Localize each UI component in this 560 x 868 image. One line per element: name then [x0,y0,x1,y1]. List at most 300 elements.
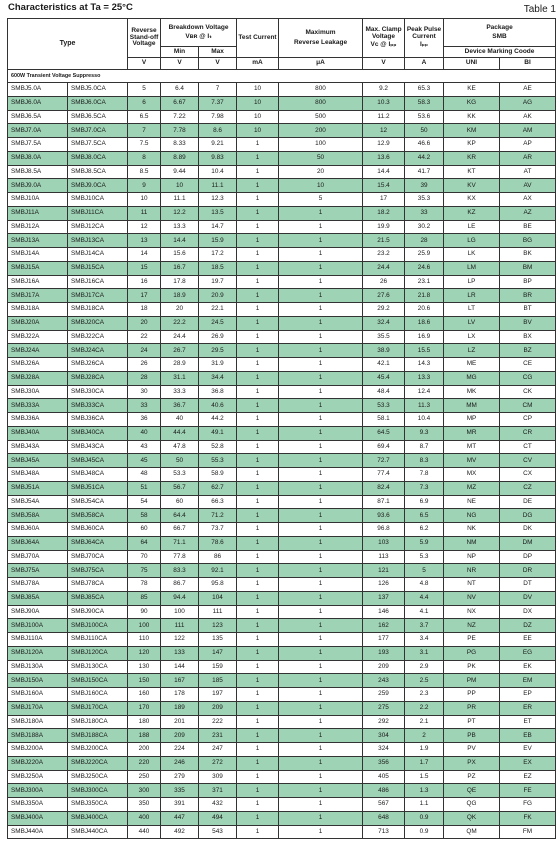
table-cell: 1 [279,798,363,812]
table-cell: 11.1 [199,179,237,193]
table-cell: 94.4 [161,591,199,605]
table-cell: SMBJ36CA [68,413,128,427]
table-cell: 25.9 [405,248,444,262]
table-cell: SMBJ13A [8,234,68,248]
table-cell: 42.1 [363,358,405,372]
table-cell: LG [444,234,500,248]
table-cell: 9.3 [405,426,444,440]
table-cell: 1 [237,193,279,207]
table-cell: SMBJ10CA [68,193,128,207]
table-cell: ER [500,701,556,715]
table-cell: 100 [161,605,199,619]
table-cell: 1 [237,729,279,743]
table-cell: SMBJ15CA [68,261,128,275]
table-cell: SMBJ43CA [68,440,128,454]
table-cell: 43 [128,440,161,454]
table-cell: EG [500,646,556,660]
header-breakdown-label: Breakdown Voltage [168,23,229,31]
table-cell: 1 [279,674,363,688]
table-cell: 486 [363,784,405,798]
table-cell: 193 [363,646,405,660]
table-cell: 1.3 [405,784,444,798]
table-cell: 50 [161,454,199,468]
table-cell: 1 [279,578,363,592]
table-row [8,399,556,413]
table-cell: 1 [237,385,279,399]
table-cell: PB [444,729,500,743]
table-cell: 1 [279,715,363,729]
table-cell: EK [500,660,556,674]
table-cell: 1 [279,756,363,770]
table-cell: 53.3 [363,399,405,413]
table-cell: 1 [237,138,279,152]
table-cell: 7.98 [199,110,237,124]
table-cell: SMBJ5.0A [8,83,68,97]
table-cell: CT [500,440,556,454]
table-cell: 200 [128,743,161,757]
table-row [8,426,556,440]
table-cell: SMBJ120A [8,646,68,660]
table-cell: 45 [128,454,161,468]
table-row [8,591,556,605]
table-cell: 1 [237,495,279,509]
table-cell: 24.4 [161,330,199,344]
table-cell: 4.1 [405,605,444,619]
table-cell: 335 [161,784,199,798]
table-cell: 1 [237,371,279,385]
table-cell: 87.1 [363,495,405,509]
table-cell: 159 [199,660,237,674]
table-row [8,261,556,275]
table-cell: EV [500,743,556,757]
table-cell: SMBJ78A [8,578,68,592]
table-cell: 13.5 [199,206,237,220]
header-type: Type [8,19,128,70]
table-cell: MG [444,371,500,385]
table-cell: 23.1 [405,275,444,289]
table-cell: 5.9 [405,536,444,550]
table-cell: SMBJ90A [8,605,68,619]
table-cell: SMBJ33CA [68,399,128,413]
table-cell: KE [444,83,500,97]
table-cell: 24.4 [363,261,405,275]
table-cell: AZ [500,206,556,220]
table-cell: KZ [444,206,500,220]
table-cell: 6.67 [161,96,199,110]
table-cell: 20 [161,303,199,317]
table-cell: 1 [279,564,363,578]
table-cell: 1 [237,798,279,812]
table-cell: MM [444,399,500,413]
table-cell: 1 [237,674,279,688]
characteristics-table [7,18,556,839]
table-cell: LT [444,303,500,317]
table-row [8,798,556,812]
table-cell: MZ [444,481,500,495]
table-cell: 1 [237,701,279,715]
table-cell: 4.8 [405,578,444,592]
table-cell: 6.9 [405,495,444,509]
table-cell: 110 [128,633,161,647]
table-cell: DR [500,564,556,578]
table-cell: SMBJ160CA [68,688,128,702]
table-cell: 1 [237,468,279,482]
table-cell: 103 [363,536,405,550]
table-cell: SMBJ24CA [68,344,128,358]
table-cell: 51 [128,481,161,495]
table-cell: 1.1 [405,798,444,812]
table-cell: AM [500,124,556,138]
table-cell: QM [444,825,500,839]
table-cell: SMBJ220CA [68,756,128,770]
table-cell: 33 [405,206,444,220]
table-row [8,358,556,372]
table-cell: 58.1 [363,413,405,427]
table-cell: 71.1 [161,536,199,550]
table-cell: 18.5 [199,261,237,275]
table-cell: 1 [237,481,279,495]
table-cell: 12 [363,124,405,138]
table-cell: 1 [237,316,279,330]
table-cell: 1 [237,151,279,165]
table-cell: LP [444,275,500,289]
table-cell: 35.3 [405,193,444,207]
table-cell: 1 [279,344,363,358]
table-cell: 447 [161,811,199,825]
table-cell: SMBJ6.5A [8,110,68,124]
table-cell: LM [444,261,500,275]
table-cell: SMBJ160A [8,688,68,702]
table-cell: DK [500,523,556,537]
table-cell: SMBJ85CA [68,591,128,605]
table-cell: NV [444,591,500,605]
table-cell: 0.9 [405,811,444,825]
table-cell: 150 [128,674,161,688]
table-cell: 1 [237,234,279,248]
table-cell: BR [500,289,556,303]
table-cell: 121 [363,564,405,578]
table-cell: 64.4 [161,509,199,523]
unit-cell: V [199,58,237,70]
table-cell: SMBJ100A [8,619,68,633]
table-cell: SMBJ24A [8,344,68,358]
table-cell: 36 [128,413,161,427]
table-cell: 72.7 [363,454,405,468]
table-cell: KV [444,179,500,193]
table-cell: SMBJ130CA [68,660,128,674]
table-row [8,124,556,138]
table-row [8,536,556,550]
table-cell: 494 [199,811,237,825]
table-cell: SMBJ12A [8,220,68,234]
table-cell: 7.78 [161,124,199,138]
table-cell: SMBJ28A [8,371,68,385]
table-cell: CZ [500,481,556,495]
table-cell: SMBJ400A [8,811,68,825]
table-cell: 60 [161,495,199,509]
table-cell: 23.2 [363,248,405,262]
table-cell: 130 [128,660,161,674]
table-cell: SMBJ51CA [68,481,128,495]
table-cell: 304 [363,729,405,743]
table-cell: 1 [279,316,363,330]
table-cell: 58.3 [405,96,444,110]
table-cell: DP [500,550,556,564]
table-cell: 21.5 [363,234,405,248]
table-row [8,289,556,303]
table-cell: PP [444,688,500,702]
table-cell: 1.7 [405,756,444,770]
table-cell: 391 [161,798,199,812]
table-cell: 40 [161,413,199,427]
table-cell: 7.22 [161,110,199,124]
table-row [8,83,556,97]
table-cell: EM [500,674,556,688]
table-cell: 2.3 [405,688,444,702]
table-cell: 2.9 [405,660,444,674]
table-cell: SMBJ100CA [68,619,128,633]
table-cell: 279 [161,770,199,784]
table-cell: DM [500,536,556,550]
table-cell: 14.3 [405,358,444,372]
table-cell: 111 [161,619,199,633]
table-cell: LV [444,316,500,330]
table-cell: 1 [279,591,363,605]
unit-cell: μA [279,58,363,70]
table-row [8,619,556,633]
table-cell: DG [500,509,556,523]
table-cell: 31.9 [199,358,237,372]
table-cell: 1 [279,811,363,825]
table-cell: 10 [237,83,279,97]
table-cell: SMBJ48A [8,468,68,482]
header-leakage-label: Reverse Leakage [293,38,348,46]
table-row [8,770,556,784]
table-cell: SMBJ6.0A [8,96,68,110]
table-cell: 201 [161,715,199,729]
table-row [8,495,556,509]
table-cell: 133 [161,646,199,660]
table-cell: 17.2 [199,248,237,262]
table-cell: 13 [128,234,161,248]
table-cell: MK [444,385,500,399]
table-cell: 10 [237,96,279,110]
table-cell: 18.6 [405,316,444,330]
table-cell: BG [500,234,556,248]
table-cell: 12 [128,220,161,234]
table-cell: MT [444,440,500,454]
table-cell: 3.1 [405,646,444,660]
table-cell: 78 [128,578,161,592]
table-cell: 12.3 [199,193,237,207]
table-cell: 1 [279,468,363,482]
table-cell: 49.1 [199,426,237,440]
table-cell: 1 [279,550,363,564]
table-cell: CR [500,426,556,440]
table-cell: CK [500,385,556,399]
table-cell: 56.7 [161,481,199,495]
table-cell: 1 [237,619,279,633]
table-cell: 197 [199,688,237,702]
table-cell: 9.21 [199,138,237,152]
table-cell: 95.8 [199,578,237,592]
table-cell: 11.1 [161,193,199,207]
table-row [8,523,556,537]
table-cell: 222 [199,715,237,729]
table-cell: SMBJ180A [8,715,68,729]
table-cell: 6.4 [161,83,199,97]
table-cell: KM [444,124,500,138]
table-cell: 53.6 [405,110,444,124]
table-cell: PG [444,646,500,660]
table-cell: 8.33 [161,138,199,152]
table-cell: SMBJ85A [8,591,68,605]
table-cell: LR [444,289,500,303]
table-cell: AV [500,179,556,193]
table-row [8,220,556,234]
table-cell: 8 [128,151,161,165]
table-cell: 1 [279,495,363,509]
table-cell: 50 [405,124,444,138]
table-cell: 18.2 [363,206,405,220]
section-title: 600W Transient Voltage Suppresso [8,70,556,83]
table-cell: SMBJ6.0CA [68,96,128,110]
table-cell: SMBJ70CA [68,550,128,564]
table-cell: 1 [237,688,279,702]
table-cell: 7.8 [405,468,444,482]
table-cell: 188 [128,729,161,743]
table-cell: 15.4 [363,179,405,193]
table-cell: 123 [199,619,237,633]
table-cell: 3.4 [405,633,444,647]
table-cell: FM [500,825,556,839]
table-row [8,165,556,179]
table-cell: 1 [279,303,363,317]
table-cell: 713 [363,825,405,839]
table-cell: 45.4 [363,371,405,385]
header-leakage [279,19,363,58]
table-cell: SMBJ36A [8,413,68,427]
table-cell: 11.2 [363,110,405,124]
table-cell: SMBJ8.5A [8,165,68,179]
table-cell: 2.2 [405,701,444,715]
table-row [8,564,556,578]
table-cell: 1 [279,633,363,647]
table-cell: SMBJ22A [8,330,68,344]
table-cell: 85 [128,591,161,605]
table-cell: 26 [128,358,161,372]
table-cell: 1 [279,261,363,275]
table-cell: FE [500,784,556,798]
table-row [8,344,556,358]
table-cell: 275 [363,701,405,715]
table-cell: BT [500,303,556,317]
table-cell: 19.9 [363,220,405,234]
table-cell: 9.83 [199,151,237,165]
table-cell: 53.3 [161,468,199,482]
table-cell: AR [500,151,556,165]
table-cell: SMBJ400CA [68,811,128,825]
table-cell: 64 [128,536,161,550]
table-cell: 500 [279,110,363,124]
table-cell: 13.3 [161,220,199,234]
table-cell: MP [444,413,500,427]
table-cell: 48 [128,468,161,482]
table-cell: 90 [128,605,161,619]
table-cell: KP [444,138,500,152]
table-cell: 11.3 [405,399,444,413]
table-cell: SMBJ40A [8,426,68,440]
table-cell: PV [444,743,500,757]
table-cell: CM [500,399,556,413]
table-cell: 1 [279,536,363,550]
table-row [8,371,556,385]
table-cell: 15 [128,261,161,275]
table-cell: NZ [444,619,500,633]
table-cell: 14.4 [363,165,405,179]
table-cell: 14.4 [161,234,199,248]
table-cell: SMBJ16A [8,275,68,289]
table-cell: 1 [279,330,363,344]
table-cell: BE [500,220,556,234]
table-cell: 209 [161,729,199,743]
table-cell: SMBJ26A [8,358,68,372]
table-cell: 405 [363,770,405,784]
table-cell: NG [444,509,500,523]
table-cell: 300 [128,784,161,798]
header-standoff: Reverse Stand-off Voltage [128,19,161,58]
table-cell: SMBJ17CA [68,289,128,303]
table-cell: 26.9 [199,330,237,344]
table-cell: 7 [199,83,237,97]
table-cell: SMBJ220A [8,756,68,770]
table-cell: 1 [237,660,279,674]
table-cell: 1 [279,248,363,262]
table-row [8,646,556,660]
table-cell: 8.3 [405,454,444,468]
table-cell: SMBJ20CA [68,316,128,330]
table-cell: CV [500,454,556,468]
table-cell: SMBJ64CA [68,536,128,550]
table-cell: 77.4 [363,468,405,482]
table-cell: 41.7 [405,165,444,179]
table-row [8,413,556,427]
table-cell: 126 [363,578,405,592]
table-cell: 7.37 [199,96,237,110]
table-row [8,110,556,124]
table-cell: AK [500,110,556,124]
table-cell: BM [500,261,556,275]
table-cell: 1 [279,743,363,757]
table-cell: 8.6 [199,124,237,138]
table-cell: 15.6 [161,248,199,262]
table-cell: SMBJ54A [8,495,68,509]
table-cell: SMBJ300CA [68,784,128,798]
table-cell: 1 [237,605,279,619]
header-leakage-top: Maximum [305,28,336,36]
table-cell: 13.3 [405,371,444,385]
table-cell: 27.6 [363,289,405,303]
table-cell: 246 [161,756,199,770]
table-cell: 1 [279,701,363,715]
table-cell: 1 [237,646,279,660]
table-cell: 15.9 [199,234,237,248]
table-row [8,179,556,193]
table-cell: 3.7 [405,619,444,633]
table-cell: SMBJ440A [8,825,68,839]
table-cell: PK [444,660,500,674]
table-cell: SMBJ6.5CA [68,110,128,124]
